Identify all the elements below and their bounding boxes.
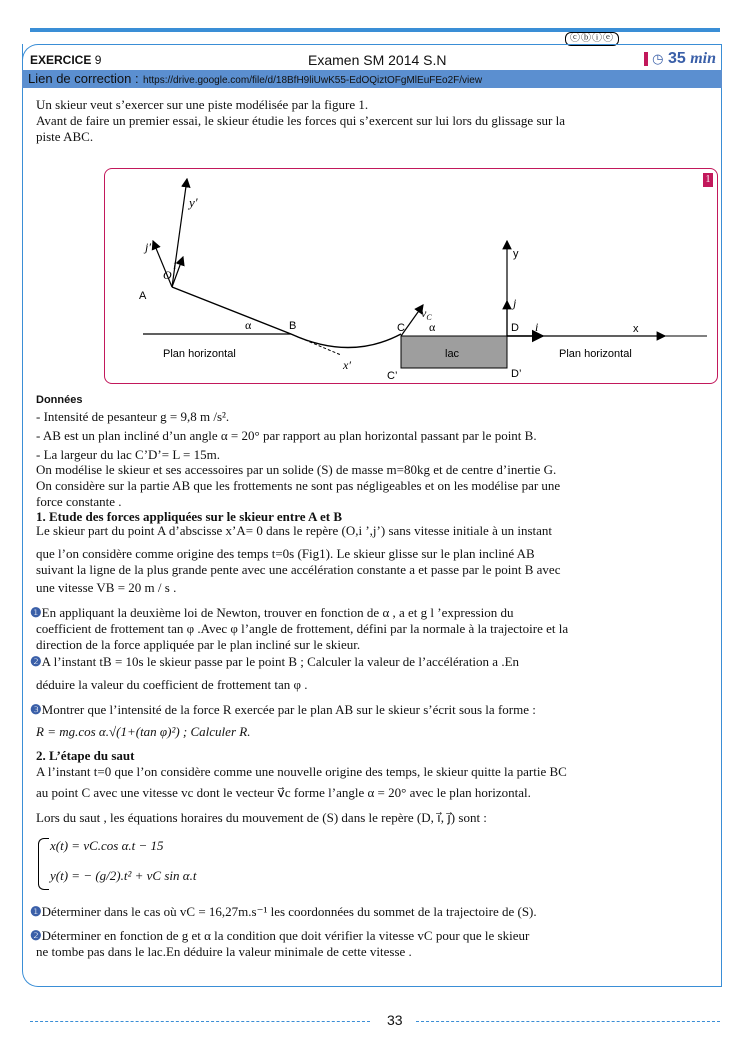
equation-brace — [38, 838, 49, 890]
exercise-header — [30, 52, 720, 70]
duration: ◷ 35 min — [644, 50, 716, 68]
question-1-2a: ❷A l’instant tB = 10s le skieur passe par le point B ; Calculer la valeur de l’accélération a .En — [30, 654, 520, 669]
intro-line-2: Avant de faire un premier essai, le skieur étudie les forces qui s’exercent sur lui lors du glissage sur la — [36, 113, 565, 128]
equation-y: y(t) = − (g/2).t² + vC sin α.t — [50, 868, 197, 883]
donnee-g: - Intensité de pesanteur g = 9,8 m /s². — [36, 409, 230, 424]
label-O: O — [163, 268, 172, 282]
part1-line-1: Le skieur part du point A d’abscisse x’A= 0 dans le repère (O,i ’,j’) sans vitesse initiale à un instant — [36, 523, 553, 538]
curve-BC — [291, 334, 401, 348]
question-1-2b: déduire la valeur du coefficient de frottement tan φ . — [36, 677, 308, 692]
question-1-1c: direction de la force appliquée par le plan incliné sur le skieur. — [36, 637, 361, 652]
label-lac: lac — [445, 348, 460, 360]
label-i-prime: i′ — [173, 258, 179, 272]
question-1-1a: ❶En appliquant la deuxième loi de Newton, trouver en fonction de α , a et g l ’expression du — [30, 605, 514, 620]
incline-AB — [172, 287, 291, 334]
question-1-3a: ❸Montrer que l’intensité de la force R exercée par le plan AB sur le skieur s’écrit sous la forme : — [30, 702, 536, 717]
exam-title: Examen SM 2014 S.N — [308, 52, 447, 68]
label-vc: $v_C$ — [421, 306, 432, 322]
label-x: x — [633, 323, 639, 335]
label-x-prime: x′ — [343, 358, 351, 372]
label-j-prime: j′ — [145, 240, 151, 254]
part1-title: 1. Etude des forces appliquées sur le skieur entre A et B — [36, 509, 342, 524]
part1-line-2: que l’on considère comme origine des temps t=0s (Fig1). Le skieur glisse sur le plan incliné AB — [36, 546, 535, 561]
label-y: y — [513, 248, 519, 260]
formula-R: R = mg.cos α.√(1+(tan φ)²) ; Calculer R. — [36, 724, 251, 739]
label-j: j — [513, 296, 517, 310]
part2-line-1: A l’instant t=0 que l’on considère comme une nouvelle origine des temps, le skieur quitte la partie BC — [36, 764, 567, 779]
footer-rule-right — [416, 1021, 720, 1022]
label-i: i — [535, 320, 539, 334]
part2-title: 2. L’étape du saut — [36, 748, 135, 763]
question-2-2b: ne tombe pas dans le lac.En déduire la valeur minimale de cette vitesse . — [36, 944, 412, 959]
page-number: 33 — [387, 1012, 403, 1028]
label-D-prime: D’ — [511, 368, 522, 380]
top-rule — [30, 28, 720, 32]
donnee-model-1: On modélise le skieur et ses accessoires par un solide (S) de masse m=80kg et de centre d’inertie G. — [36, 462, 557, 477]
exercise-number: 9 — [94, 53, 102, 67]
intro-line-3: piste ABC. — [36, 129, 94, 144]
figure-1 — [104, 168, 718, 384]
label-plan-horizontal-2: Plan horizontal — [559, 348, 632, 360]
cc-license-badge: ⓒⓑⓘⓔ — [565, 32, 619, 46]
correction-bar — [22, 70, 722, 88]
question-1-1b: coefficient de frottement tan φ .Avec φ l’angle de frottement, défini par la normale à la trajectoire et la — [36, 621, 569, 636]
donnee-ab: - AB est un plan incliné d’un angle α = 20° par rapport au plan horizontal passant par le point B. — [36, 428, 537, 443]
question-2-1: ❶Déterminer dans le cas où vC = 16,27m.s⁻¹ les coordonnées du sommet de la trajectoire de (S). — [30, 904, 537, 919]
figure-badge: 1 — [703, 173, 713, 187]
label-B: B — [289, 320, 297, 332]
label-C-prime: C’ — [387, 370, 398, 382]
intro-line-1: Un skieur veut s’exercer sur une piste modélisée par la figure 1. — [36, 97, 369, 112]
label-alpha-2: α — [429, 320, 436, 334]
question-2-2a: ❷Déterminer en fonction de g et α la condition que doit vérifier la vitesse vC pour que le skieur — [30, 928, 530, 943]
donnee-model-2a: On considère sur la partie AB que les frottements ne sont pas négligeables et on les modélise par une — [36, 478, 561, 493]
figure-svg — [105, 169, 717, 383]
part2-line-3: Lors du saut , les équations horaires du mouvement de (S) dans le repère (D, i⃗, j⃗) sont : — [36, 810, 487, 825]
label-D: D — [511, 322, 519, 334]
label-plan-horizontal-1: Plan horizontal — [163, 348, 236, 360]
part1-line-4: une vitesse VB = 20 m / s . — [36, 580, 177, 595]
footer-rule-left — [30, 1021, 370, 1022]
part2-line-2: au point C avec une vitesse vc dont le vecteur v⃗c forme l’angle α = 20° avec le plan horizontal. — [36, 785, 531, 800]
label-y-prime: y′ — [189, 195, 198, 210]
correction-label: Lien de correction : — [28, 71, 139, 86]
label-C: C — [397, 322, 405, 334]
part1-line-3: suivant la ligne de la plus grande pente avec une accélération constante a et passe par le point B avec — [36, 562, 561, 577]
donnee-model-2b: force constante . — [36, 494, 122, 509]
donnees-title: Données — [36, 394, 83, 406]
page-footer — [30, 1012, 720, 1032]
exercise-label: EXERCICE 9 — [30, 53, 102, 67]
equation-x: x(t) = vC.cos α.t − 15 — [50, 838, 164, 853]
label-A: A — [139, 290, 147, 302]
clock-icon: ◷ — [652, 51, 664, 66]
donnee-lac: - La largeur du lac C’D’= L = 15m. — [36, 447, 220, 462]
correction-link[interactable]: https://drive.google.com/file/d/18BfH9liUwK55-EdOQiztOFgMlEuFEo2F/view — [143, 75, 483, 86]
label-alpha-1: α — [245, 318, 252, 332]
